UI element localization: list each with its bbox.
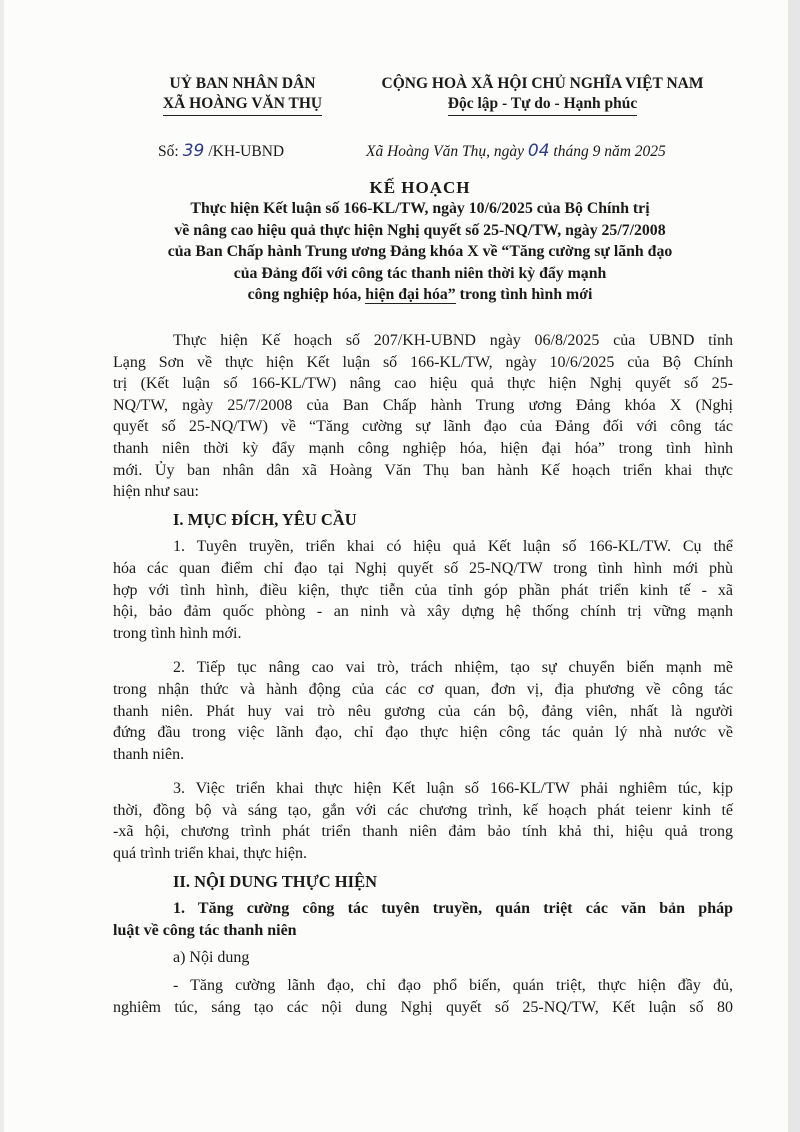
body-line: 1. Tuyên truyền, triển khai có hiệu quả Kết luận số 166-KL/TW. Cụ thể bbox=[173, 538, 733, 556]
body-line: - Tăng cường lãnh đạo, chỉ đạo phổ biến, quán triệt, thực hiện đầy đủ, bbox=[173, 977, 733, 995]
body-line: thời, đồng bộ và sáng tạo, gắn với các chương trình, kế hoạch phát teienr kinh tế bbox=[113, 801, 733, 819]
body-line: thanh niên. bbox=[113, 745, 185, 763]
body-line: mới. Ủy ban nhân dân xã Hoàng Văn Thụ ban hành Kế hoạch triển khai thực bbox=[113, 461, 733, 479]
body-line: Thực hiện Kế hoạch số 207/KH-UBND ngày 06/8/2025 của UBND tỉnh bbox=[173, 332, 733, 349]
national-header bbox=[355, 74, 730, 116]
document-body bbox=[113, 330, 733, 1018]
national-motto: Độc lập - Tự do - Hạnh phúc bbox=[448, 94, 637, 116]
section-heading: II. NỘI DUNG THỰC HIỆN bbox=[173, 871, 377, 891]
body-line: hóa các quan điểm chỉ đạo tại Nghị quyết số 25-NQ/TW trong tình hình mới phù bbox=[113, 559, 733, 577]
body-line: hội, bảo đảm quốc phòng - an ninh và xây dựng hệ thống chính trị vững mạnh bbox=[113, 603, 733, 621]
handwritten-day: 04 bbox=[527, 141, 550, 161]
document-date: Xã Hoàng Văn Thụ, ngày 04 tháng 9 năm 2025 bbox=[366, 141, 666, 161]
body-line: quyết số 25-NQ/TW) về “Tăng cường sự lãnh đạo của Đảng đối với công tác bbox=[113, 418, 733, 436]
body-line: hiện như sau: bbox=[113, 483, 199, 501]
body-line: -xã hội, chương trình phát triển thanh niên đảm bảo tính khả thi, hiệu quả trong bbox=[113, 823, 733, 841]
body-line: hợp với tình hình, điều kiện, thực tiễn của tỉnh góp phần phát triển kinh tế - xã bbox=[113, 581, 733, 599]
body-line: quá trình triển khai, thực hiện. bbox=[113, 845, 307, 863]
subtitle-line: công nghiệp hóa, hiện đại hóa” trong tình hình mới bbox=[247, 286, 593, 304]
document-title: KẾ HOẠCH bbox=[369, 178, 471, 197]
subsection-heading: 1. Tăng cường công tác tuyên truyền, quán triệt các văn bản pháp bbox=[173, 900, 733, 918]
document-subtitle bbox=[110, 198, 730, 306]
issuer-line-1: UỶ BAN NHÂN DÂN bbox=[169, 75, 316, 92]
body-line: nghiêm túc, sáng tạo các nội dung Nghị quyết số 25-NQ/TW, Kết luận số 80 bbox=[113, 998, 733, 1016]
issuer-line-2: XÃ HOÀNG VĂN THỤ bbox=[163, 94, 322, 116]
body-line: trị (Kết luận số 166-KL/TW) nâng cao hiệu quả thực hiện Nghị quyết số 25- bbox=[113, 375, 733, 393]
body-line: thanh niên. Phát huy vai trò nêu gương của cán bộ, đảng viên, nhất là người bbox=[113, 702, 733, 720]
body-line: Lạng Sơn về thực hiện Kết luận số 166-KL/TW, ngày 10/6/2025 của Bộ Chính bbox=[113, 353, 733, 371]
handwritten-number: 39 bbox=[182, 141, 205, 161]
body-line: thanh niên thời kỳ đẩy mạnh công nghiệp hóa, hiện đại hóa” trong tình hình bbox=[113, 439, 733, 457]
body-line: trong tình hình mới. bbox=[113, 624, 242, 642]
body-line: 2. Tiếp tục nâng cao vai trò, trách nhiệm, tạo sự chuyển biến mạnh mẽ bbox=[173, 659, 733, 677]
body-line: NQ/TW, ngày 25/7/2008 của Ban Chấp hành Trung ương Đảng khóa X (Nghị bbox=[113, 396, 733, 414]
subtitle-line: của Ban Chấp hành Trung ương Đảng khóa X về “Tăng cường sự lãnh đạo bbox=[167, 243, 673, 261]
national-title: CỘNG HOÀ XÃ HỘI CHỦ NGHĨA VIỆT NAM bbox=[381, 75, 704, 92]
section-heading: I. MỤC ĐÍCH, YÊU CẦU bbox=[173, 509, 357, 529]
body-line: trong nhận thức và hành động của các cơ quan, đơn vị, địa phương về công tác bbox=[113, 680, 733, 698]
subsection-heading: luật về công tác thanh niên bbox=[113, 921, 297, 939]
scan-edge-right bbox=[788, 0, 800, 1132]
body-line: đứng đầu trong việc lãnh đạo, chỉ đạo thực hiện công tác quản lý nhà nước về bbox=[113, 724, 733, 742]
scan-edge-left bbox=[0, 0, 4, 1132]
subtitle-line: của Đảng đối với công tác thanh niên thời kỳ đẩy mạnh bbox=[233, 264, 607, 282]
document-number: Số: 39 /KH-UBND bbox=[158, 141, 285, 161]
body-line: 3. Việc triển khai thực hiện Kết luận số 166-KL/TW phải nghiêm túc, kịp bbox=[173, 780, 733, 798]
body-line: a) Nội dung bbox=[173, 949, 250, 967]
subtitle-line: Thực hiện Kết luận số 166-KL/TW, ngày 10/6/2025 của Bộ Chính trị bbox=[190, 200, 650, 217]
issuer-header bbox=[120, 74, 365, 116]
subtitle-line: về nâng cao hiệu quả thực hiện Nghị quyết số 25-NQ/TW, ngày 25/7/2008 bbox=[174, 221, 666, 239]
